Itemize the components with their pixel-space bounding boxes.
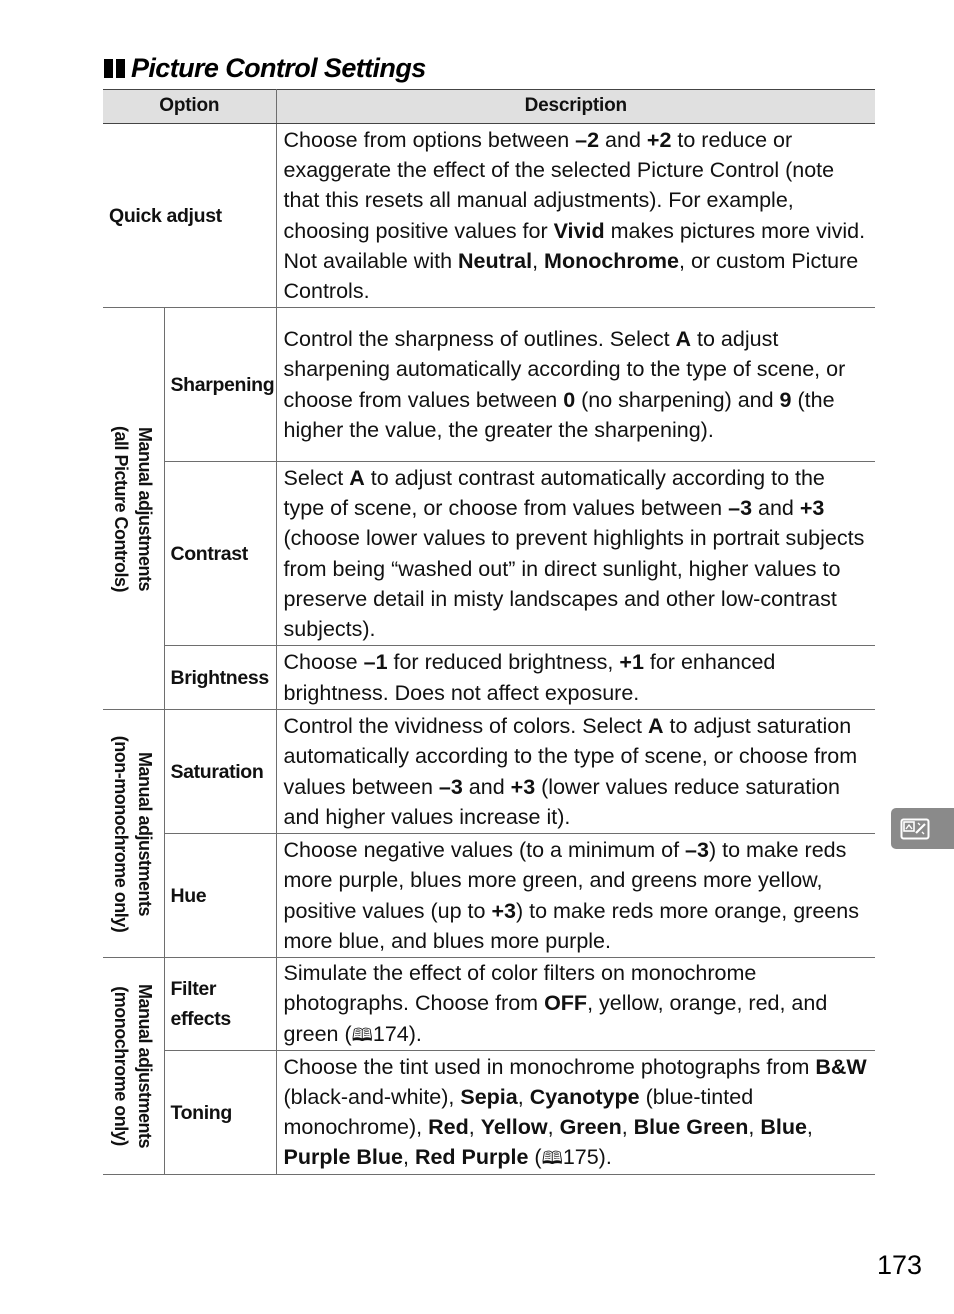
- option-toning: Toning: [164, 1051, 276, 1175]
- option-column-header: Option: [103, 90, 276, 124]
- table-row-hue: [103, 834, 875, 958]
- group-manual-monochrome: [103, 958, 164, 1175]
- book-reference-icon: 🕮: [351, 1024, 373, 1045]
- description-contrast: Select A to adjust contrast automatically according to the type of scene, or choose from values between –3 and +3 (choose lower values to prevent highlights in portrait subjects from being “washed out” in direct sunlight, higher values to preserve detail in misty landscapes and other low-contrast subjects).: [276, 462, 875, 646]
- description-saturation: Control the vividness of colors. Select A to adjust saturation automatically according to the type of scene, or choose from values between –3 and +3 (lower values reduce saturation and higher values increase it).: [276, 710, 875, 834]
- option-contrast: Contrast: [164, 462, 276, 646]
- section-title: Picture Control Settings: [131, 52, 426, 83]
- group-label-manual-all: Manual adjustments (all Picture Controls): [111, 425, 156, 592]
- option-quick-adjust: Quick adjust: [103, 124, 276, 308]
- description-filter-effects: Simulate the effect of color filters on monochrome photographs. Choose from OFF, yellow, orange, red, and green (🕮174).: [276, 958, 875, 1051]
- settings-table: [103, 89, 875, 1175]
- option-hue: Hue: [164, 834, 276, 958]
- page-number: 173: [876, 1250, 922, 1280]
- book-reference-icon: 🕮: [541, 1148, 563, 1169]
- table-row-saturation: [103, 710, 875, 834]
- description-sharpening: Control the sharpness of outlines. Select A to adjust sharpening automatically according to the type of scene, or choose from values between 0 (no sharpening) and 9 (the higher the value, the greater the sharpening).: [276, 308, 875, 462]
- group-manual-all: [103, 308, 164, 710]
- option-brightness: Brightness: [164, 646, 276, 710]
- table-row-contrast: [103, 462, 875, 646]
- group-label-manual-monochrome: Manual adjustments (monochrome only): [111, 983, 156, 1149]
- table-row-quick-adjust: [103, 124, 875, 308]
- table-header-row: [103, 90, 875, 124]
- table-row-filter-effects: [103, 958, 875, 1051]
- chapter-tab: [891, 808, 954, 849]
- description-toning: Choose the tint used in monochrome photographs from B&W (black-and-white), Sepia, Cyanotype (blue-tinted monochrome), Red, Yellow, Green, Blue Green, Blue, Purple Blue, Red Purple (🕮175).: [276, 1051, 875, 1175]
- description-hue: Choose negative values (to a minimum of –3) to make reds more purple, blues more green, and greens more yellow, positive values (up to +3) to make reds more orange, greens more blue, and blues more purple.: [276, 834, 875, 958]
- description-brightness: Choose –1 for reduced brightness, +1 for enhanced brightness. Does not affect exposure.: [276, 646, 875, 710]
- picture-control-icon: [900, 817, 930, 841]
- table-row-sharpening: [103, 308, 875, 462]
- option-sharpening: Sharpening: [164, 308, 276, 462]
- section-heading: [104, 48, 426, 88]
- table-row-brightness: [103, 646, 875, 710]
- option-filter-effects: Filter effects: [164, 958, 276, 1051]
- group-manual-non-monochrome: [103, 710, 164, 958]
- option-saturation: Saturation: [164, 710, 276, 834]
- table-row-toning: [103, 1051, 875, 1175]
- section-marker-icon: [104, 59, 125, 78]
- description-quick-adjust: Choose from options between –2 and +2 to reduce or exaggerate the effect of the selected Picture Control (note that this resets all manual adjustments). For example, choosing positive values for Vivid makes pictures more vivid. Not available with Neutral, Monochrome, or custom Picture Controls.: [276, 124, 875, 308]
- group-label-manual-non-monochrome: Manual adjustments (non-monochrome only): [111, 735, 156, 932]
- description-column-header: Description: [276, 90, 875, 124]
